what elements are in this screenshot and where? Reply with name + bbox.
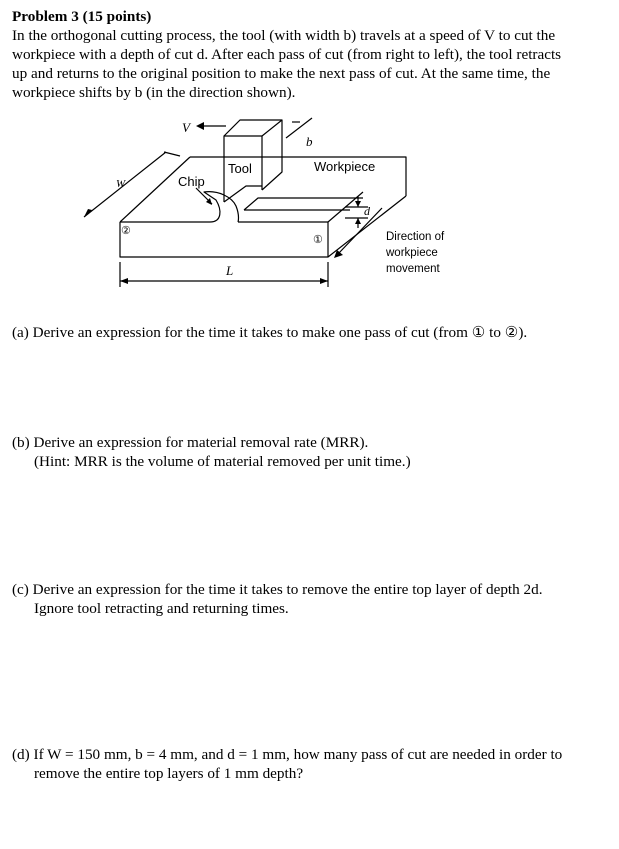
question-c-line-2: Ignore tool retracting and returning times. [34,600,289,617]
v-label: V [182,120,190,135]
w-arrowhead [84,209,92,217]
question-c [12,580,607,618]
intro-line-3: up and returns to the original position to make the next pass of cut. At the same time, the [12,65,551,82]
workpiece-front-face [120,222,328,257]
question-b-line-1: (b) Derive an expression for material removal rate (MRR). [12,434,369,451]
l-label: L [226,263,234,278]
l-arrowhead-right [320,278,328,284]
marker-1: ① [313,234,323,246]
direction-arrow-line [338,208,382,254]
d-arrowhead-down [355,201,361,207]
question-d-line-2: remove the entire top layers of 1 mm depth? [34,765,304,782]
question-b [12,433,607,471]
w-label: W [116,178,126,190]
intro-line-2: workpiece with a depth of cut d. After each pass of cut (from right to left), the tool retracts [12,46,562,63]
workpiece-label: Workpiece [314,159,376,174]
tool-label: Tool [228,161,252,176]
marker-2: ② [121,225,131,237]
question-d-line-1: (d) If W = 150 mm, b = 4 mm, and d = 1 mm, how many pass of cut are needed in order to [12,746,563,763]
intro-line-4: workpiece shifts by b (in the direction shown). [12,84,296,101]
d-label: d [364,204,370,218]
direction-label-1: Direction of [386,231,445,243]
problem-statement [12,7,607,102]
chip-shape [204,192,239,222]
d-arrowhead-up [355,218,361,224]
problem-title: Problem 3 (15 points) [12,8,152,25]
direction-label-3: movement [386,263,440,275]
v-arrowhead [196,122,204,130]
workpiece-left-edge [120,157,190,222]
question-a [12,323,607,342]
question-b-hint: (Hint: MRR is the volume of material removed per unit time.) [34,453,411,470]
l-arrowhead-left [120,278,128,284]
direction-label-2: workpiece [386,247,438,259]
question-a-text: (a) Derive an expression for the time it takes to make one pass of cut (from ① to ②). [12,324,528,341]
cutting-process-figure [0,100,619,300]
chip-label: Chip [178,174,205,189]
b-label: b [306,134,313,149]
intro-line-1: In the orthogonal cutting process, the tool (with width b) travels at a speed of V to cut the [12,27,556,44]
question-c-line-1: (c) Derive an expression for the time it takes to remove the entire top layer of depth 2d. [12,581,543,598]
question-d [12,745,607,783]
